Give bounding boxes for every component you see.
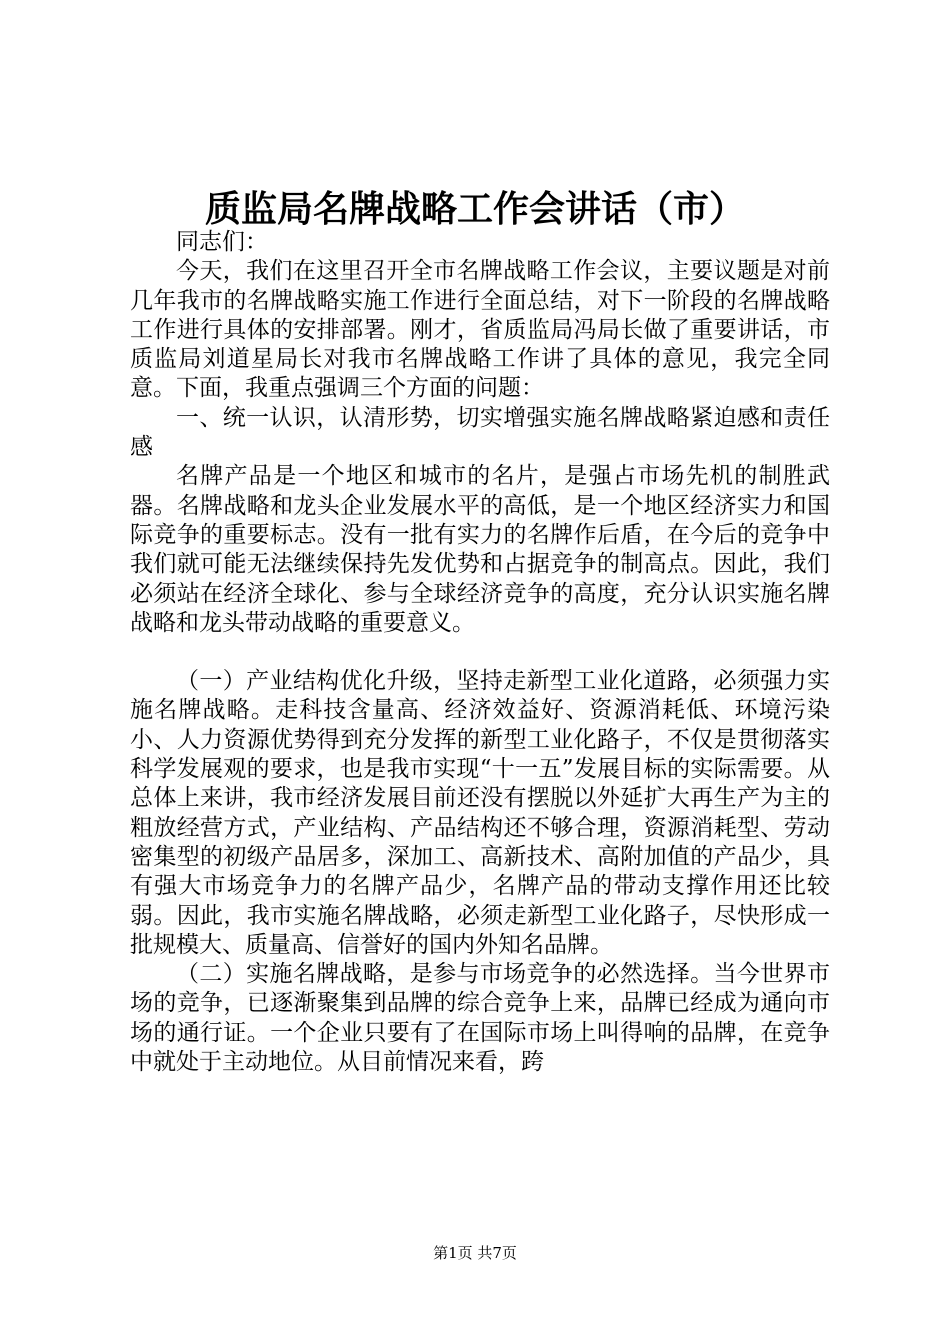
subsection-paragraph-2: （二）实施名牌战略，是参与市场竞争的必然选择。当今世界市场的竞争，已逐渐聚集到品牌的综合竞争上来，品牌已经成为通向市场的通行证。一个企业只要有了在国际市场上叫得响的品牌，在竞争中就处于主动地位。从目前情况来看，跨	[130, 961, 830, 1076]
document-title: 质监局名牌战略工作会讲话（市）	[204, 188, 745, 230]
intro-paragraph: 今天，我们在这里召开全市名牌战略工作会议，主要议题是对前几年我市的名牌战略实施工作进行全面总结，对下一阶段的名牌战略工作进行具体的安排部署。刚才，省质监局冯局长做了重要讲话，市质监局刘道星局长对我市名牌战略工作讲了具体的意见，我完全同意。下面，我重点强调三个方面的问题：	[130, 258, 830, 402]
body-paragraph: 名牌产品是一个地区和城市的名片，是强占市场先机的制胜武器。名牌战略和龙头企业发展水平的高低，是一个地区经济实力和国际竞争的重要标志。没有一批有实力的名牌作后盾，在今后的竞争中我们就可能无法继续保持先发优势和占据竞争的制高点。因此，我们必须站在经济全球化、参与全球经济竞争的高度，充分认识实施名牌战略和龙头带动战略的重要意义。	[130, 463, 830, 636]
section-heading-1: 一、统一认识，认清形势，切实增强实施名牌战略紧迫感和责任感	[130, 404, 830, 461]
page-number-footer: 第1页 共7页	[433, 1244, 517, 1262]
salutation-paragraph: 同志们：	[176, 229, 268, 255]
document-body	[130, 228, 830, 1077]
subsection-paragraph-1: （一）产业结构优化升级，坚持走新型工业化道路，必须强力实施名牌战略。走科技含量高、经济效益好、资源消耗低、环境污染小、人力资源优势得到充分发挥的新型工业化路子，不仅是贯彻落实科学发展观的要求，也是我市实现“十一五”发展目标的实际需要。从总体上来讲，我市经济发展目前还没有摆脱以外延扩大再生产为主的粗放经营方式，产业结构、产品结构还不够合理，资源消耗型、劳动密集型的初级产品居多，深加工、高新技术、高附加值的产品少，具有强大市场竞争力的名牌产品少，名牌产品的带动支撑作用还比较弱。因此，我市实施名牌战略，必须走新型工业化路子，尽快形成一批规模大、质量高、信誉好的国内外知名品牌。	[130, 668, 830, 958]
